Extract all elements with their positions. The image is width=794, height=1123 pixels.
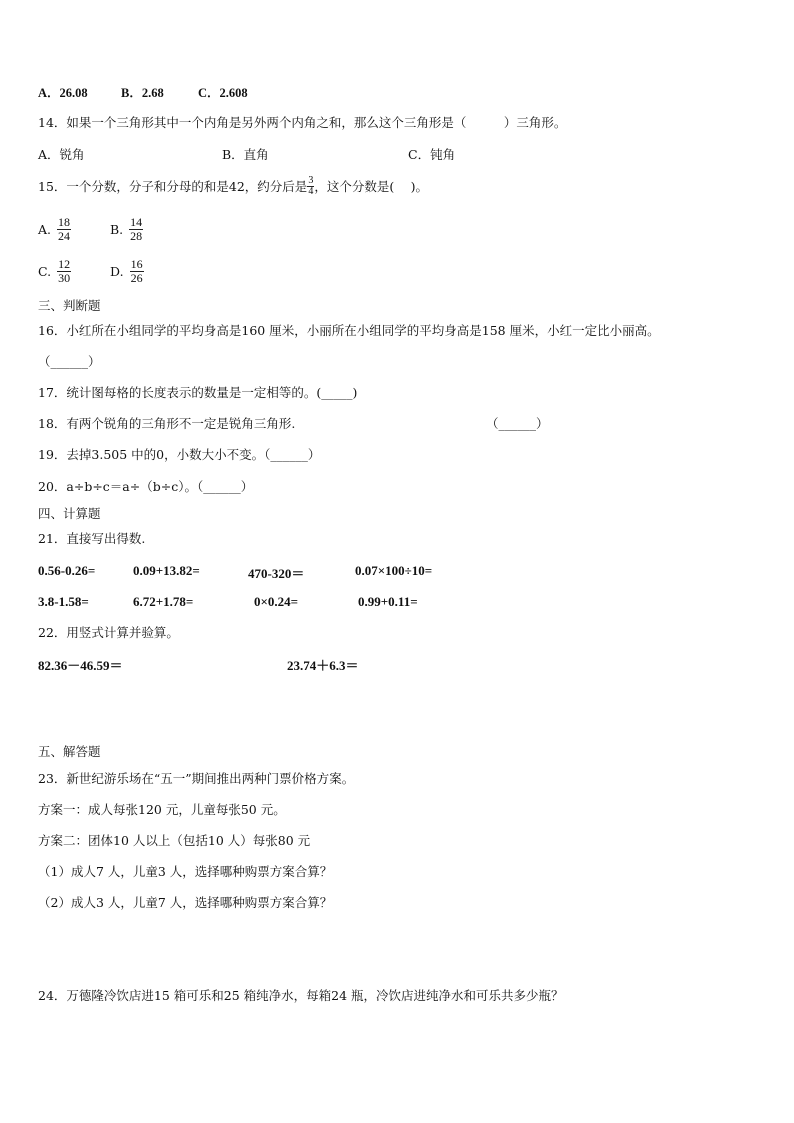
q21-expr-2: 0.09+13.82= [133,563,200,578]
q23-sub-2: （2）成人3 人，儿童7 人，选择哪种购票方案合算？ [38,895,333,910]
q21-expr-5: 3.8-1.58= [38,594,89,609]
q15-option-b-numerator: 14 [130,215,143,229]
q13-option-b: B．2.68 [121,86,164,100]
q13-option-a: A．26.08 [38,86,88,100]
q15-question [38,176,428,197]
q18-text: 18．有两个锐角的三角形不一定是锐角三角形. [38,416,296,431]
q15-option-a-fraction [57,216,71,243]
q15-option-d-fraction [130,258,144,285]
q20-text: 20．a÷b÷c＝a÷（b÷c）。（______） [38,479,254,494]
q19-text: 19．去掉3.505 中的0，小数大小不变。（______） [38,447,321,462]
q18-answer-blank: （______） [486,416,549,431]
q14-option-a: A．锐角 [38,147,85,162]
q15-option-b-denominator: 28 [130,229,143,243]
q16-answer-blank: （______） [38,354,101,369]
q15-text-after: ，这个分数是( )。 [314,178,429,194]
q21-expr-1: 0.56-0.26= [38,563,96,578]
q15-option-c-fraction [57,258,71,285]
q15-option-c-label: C. [38,264,52,279]
q15-option-a-numerator: 18 [58,215,71,229]
q21-expr-7: 0×0.24= [254,594,299,609]
q15-fraction-denominator: 4 [308,186,314,197]
q15-text: 15．一个分数，分子和分母的和是42，约分后是 [38,178,308,194]
q15-option-b [110,216,143,243]
q15-fraction-numerator: 3 [308,175,314,186]
q15-option-c [38,258,71,285]
section-heading-word-problems: 五、解答题 [38,744,101,759]
q15-option-b-label: B. [110,222,124,237]
q21-expr-3: 470-320＝ [248,566,305,581]
q23-plan-1: 方案一：成人每张120 元，儿童每张50 元。 [38,802,286,817]
q14-option-b: B．直角 [222,147,269,162]
q23-sub-1: （1）成人7 人，儿童3 人，选择哪种购票方案合算？ [38,864,333,879]
q24-text: 24．万德隆冷饮店进15 箱可乐和25 箱纯净水，每箱24 瓶，冷饮店进纯净水和可乐共多少瓶？ [38,988,564,1003]
q15-option-d [110,258,144,285]
q15-option-d-label: D. [110,264,124,279]
q23-text: 23．新世纪游乐场在“五一”期间推出两种门票价格方案。 [38,771,355,786]
q15-option-d-numerator: 16 [130,257,143,271]
q22-expr-2: 23.74＋6.3＝ [287,658,359,673]
q21-text: 21．直接写出得数. [38,531,146,546]
q14-text: 14．如果一个三角形其中一个内角是另外两个内角之和，那么这个三角形是（ ）三角形。 [38,115,567,130]
section-heading-judgement: 三、判断题 [38,298,101,313]
q15-option-a-label: A. [38,222,52,237]
q21-expr-8: 0.99+0.11= [358,594,418,609]
q13-option-c: C．2.608 [198,86,248,100]
q15-option-a [38,216,71,243]
q23-plan-2: 方案二：团体10 人以上（包括10 人）每张80 元 [38,833,311,848]
q22-expr-1: 82.36－46.59＝ [38,658,123,673]
q15-fraction [307,176,314,197]
q16-text: 16．小红所在小组同学的平均身高是160 厘米，小丽所在小组同学的平均身高是158 厘米，小红一定比小丽高。 [38,323,660,338]
q15-option-a-denominator: 24 [58,229,71,243]
section-heading-calculation: 四、计算题 [38,506,101,521]
q15-option-d-denominator: 26 [130,271,143,285]
q22-text: 22．用竖式计算并验算。 [38,625,179,640]
q14-option-c: C．钝角 [408,147,456,162]
q15-option-c-numerator: 12 [58,257,71,271]
q17-text: 17．统计图每格的长度表示的数量是一定相等的。(_____) [38,385,358,400]
q21-expr-4: 0.07×100÷10= [355,563,433,578]
q15-option-c-denominator: 30 [58,271,71,285]
q21-expr-6: 6.72+1.78= [133,594,194,609]
q15-option-b-fraction [129,216,143,243]
